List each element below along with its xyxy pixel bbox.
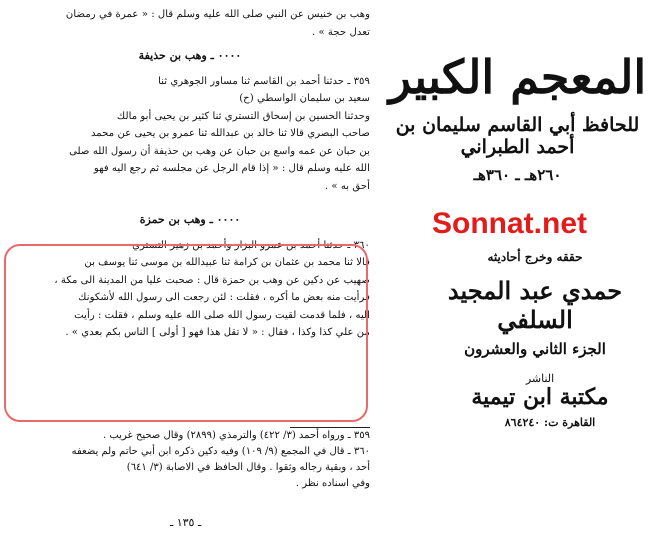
title-page [380,50,655,184]
book-title: المعجم الكبير [388,50,647,104]
footnote-line: ٣٦٠ ـ قال في المجمع (٩/ ١٠٩) وفيه دكين ذكره ابن أبي حاتم ولم يضعفه [71,446,370,457]
section-heading: ٠٠٠٠ ـ وهب بن حمزة [139,213,241,226]
dates-line: ٢٦٠هـ ـ ٣٦٠هـ [473,166,562,184]
author-line: للحافظ أبي القاسم سليمان بن أحمد الطبراني [395,114,640,158]
publisher-address: القاهرة ت: ٨٦٤٢٤٠ [504,416,596,429]
footnote-line: وفي اسناده نظر . [295,478,370,489]
text-line: بن حبان عن عمه واسع بن حبان عن وهب بن حذيفة أن رسول الله صلى [69,145,370,157]
verified-by-line: حققه وخرج أحاديثه [487,250,583,264]
editor-name: حمدي عبد المجيد السلفي [447,276,623,334]
footnotes [10,428,370,492]
text-line: اليه ، فلما قدمت لقيت رسول الله صلى الله عليه وسلم ، فقلت : رأيت [74,309,370,321]
text-line: قالا ثنا محمد بن عثمان بن كرامة ثنا عبيدالله بن موسى ثنا يوسف بن [84,257,370,268]
text-line: ٣٦٠ ـ حدثنا أحمد بن عمرو البزار وأحمد بن زهير التستري [132,239,370,251]
text-line: صهيب عن دكين عن وهب بن حمزة قال : صحبت عليا من المدينة الى مكة ، [54,274,370,286]
text-line: صاحب البصري قالا ثنا خالد بن عبدالله ثنا عمرو بن يحيى عن محمد [90,128,370,139]
volume-part: الجزء الثاني والعشرون [464,340,606,358]
footnote-line: أحد ، وبقية رجاله وثقوا . وقال الحافظ في الاصابة (٣/ ٦٤١) [126,462,370,473]
publisher-label: الناشر [525,372,555,385]
text-line: فرأيت منه بعض ما أكره ، فقلت : لئن رجعت الى رسول الله لأشكونك [78,292,370,303]
footnote-line: ٣٥٩ ـ ورواه أحمد (٣/ ٤٢٢) والترمذي (٢٨٩٩) وقال صحيح غريب . [102,430,370,441]
text-line: وحدثنا الحسين بن إسحاق التستري ثنا كثير بن يحيى أبو مالك [116,110,370,122]
text-line: من علي كذا وكذا ، فقال : « لا تقل هذا فهو [ أولى ] الناس بكم بعدي » . [65,327,370,338]
text-line: الله عليه وسلم قال : « إذا قام الرجل عن مجلسه ثم رجع اليه فهو [93,163,370,174]
text-line: أحق به » . [324,180,370,192]
section-heading: ٠٠٠٠ ـ وهب بن حذيفة [138,49,242,62]
page-number: ـ ١٣٥ ـ [170,516,202,529]
watermark-logo: Sonnat.net [432,207,587,240]
text-line: تعدل حجة » . [311,26,370,38]
text-line: ٣٥٩ ـ حدثنا أحمد بن القاسم ثنا مساور الجوهري ثنا [158,75,370,87]
publisher-name: مكتبة ابن تيمية [471,384,609,410]
text-line: وهب بن خنيس عن النبي صلى الله عليه وسلم قال : « عمرة في رمضان [65,9,370,20]
highlight-box [4,244,368,422]
text-line: سعيد بن سليمان الواسطي (ح) [239,93,370,104]
